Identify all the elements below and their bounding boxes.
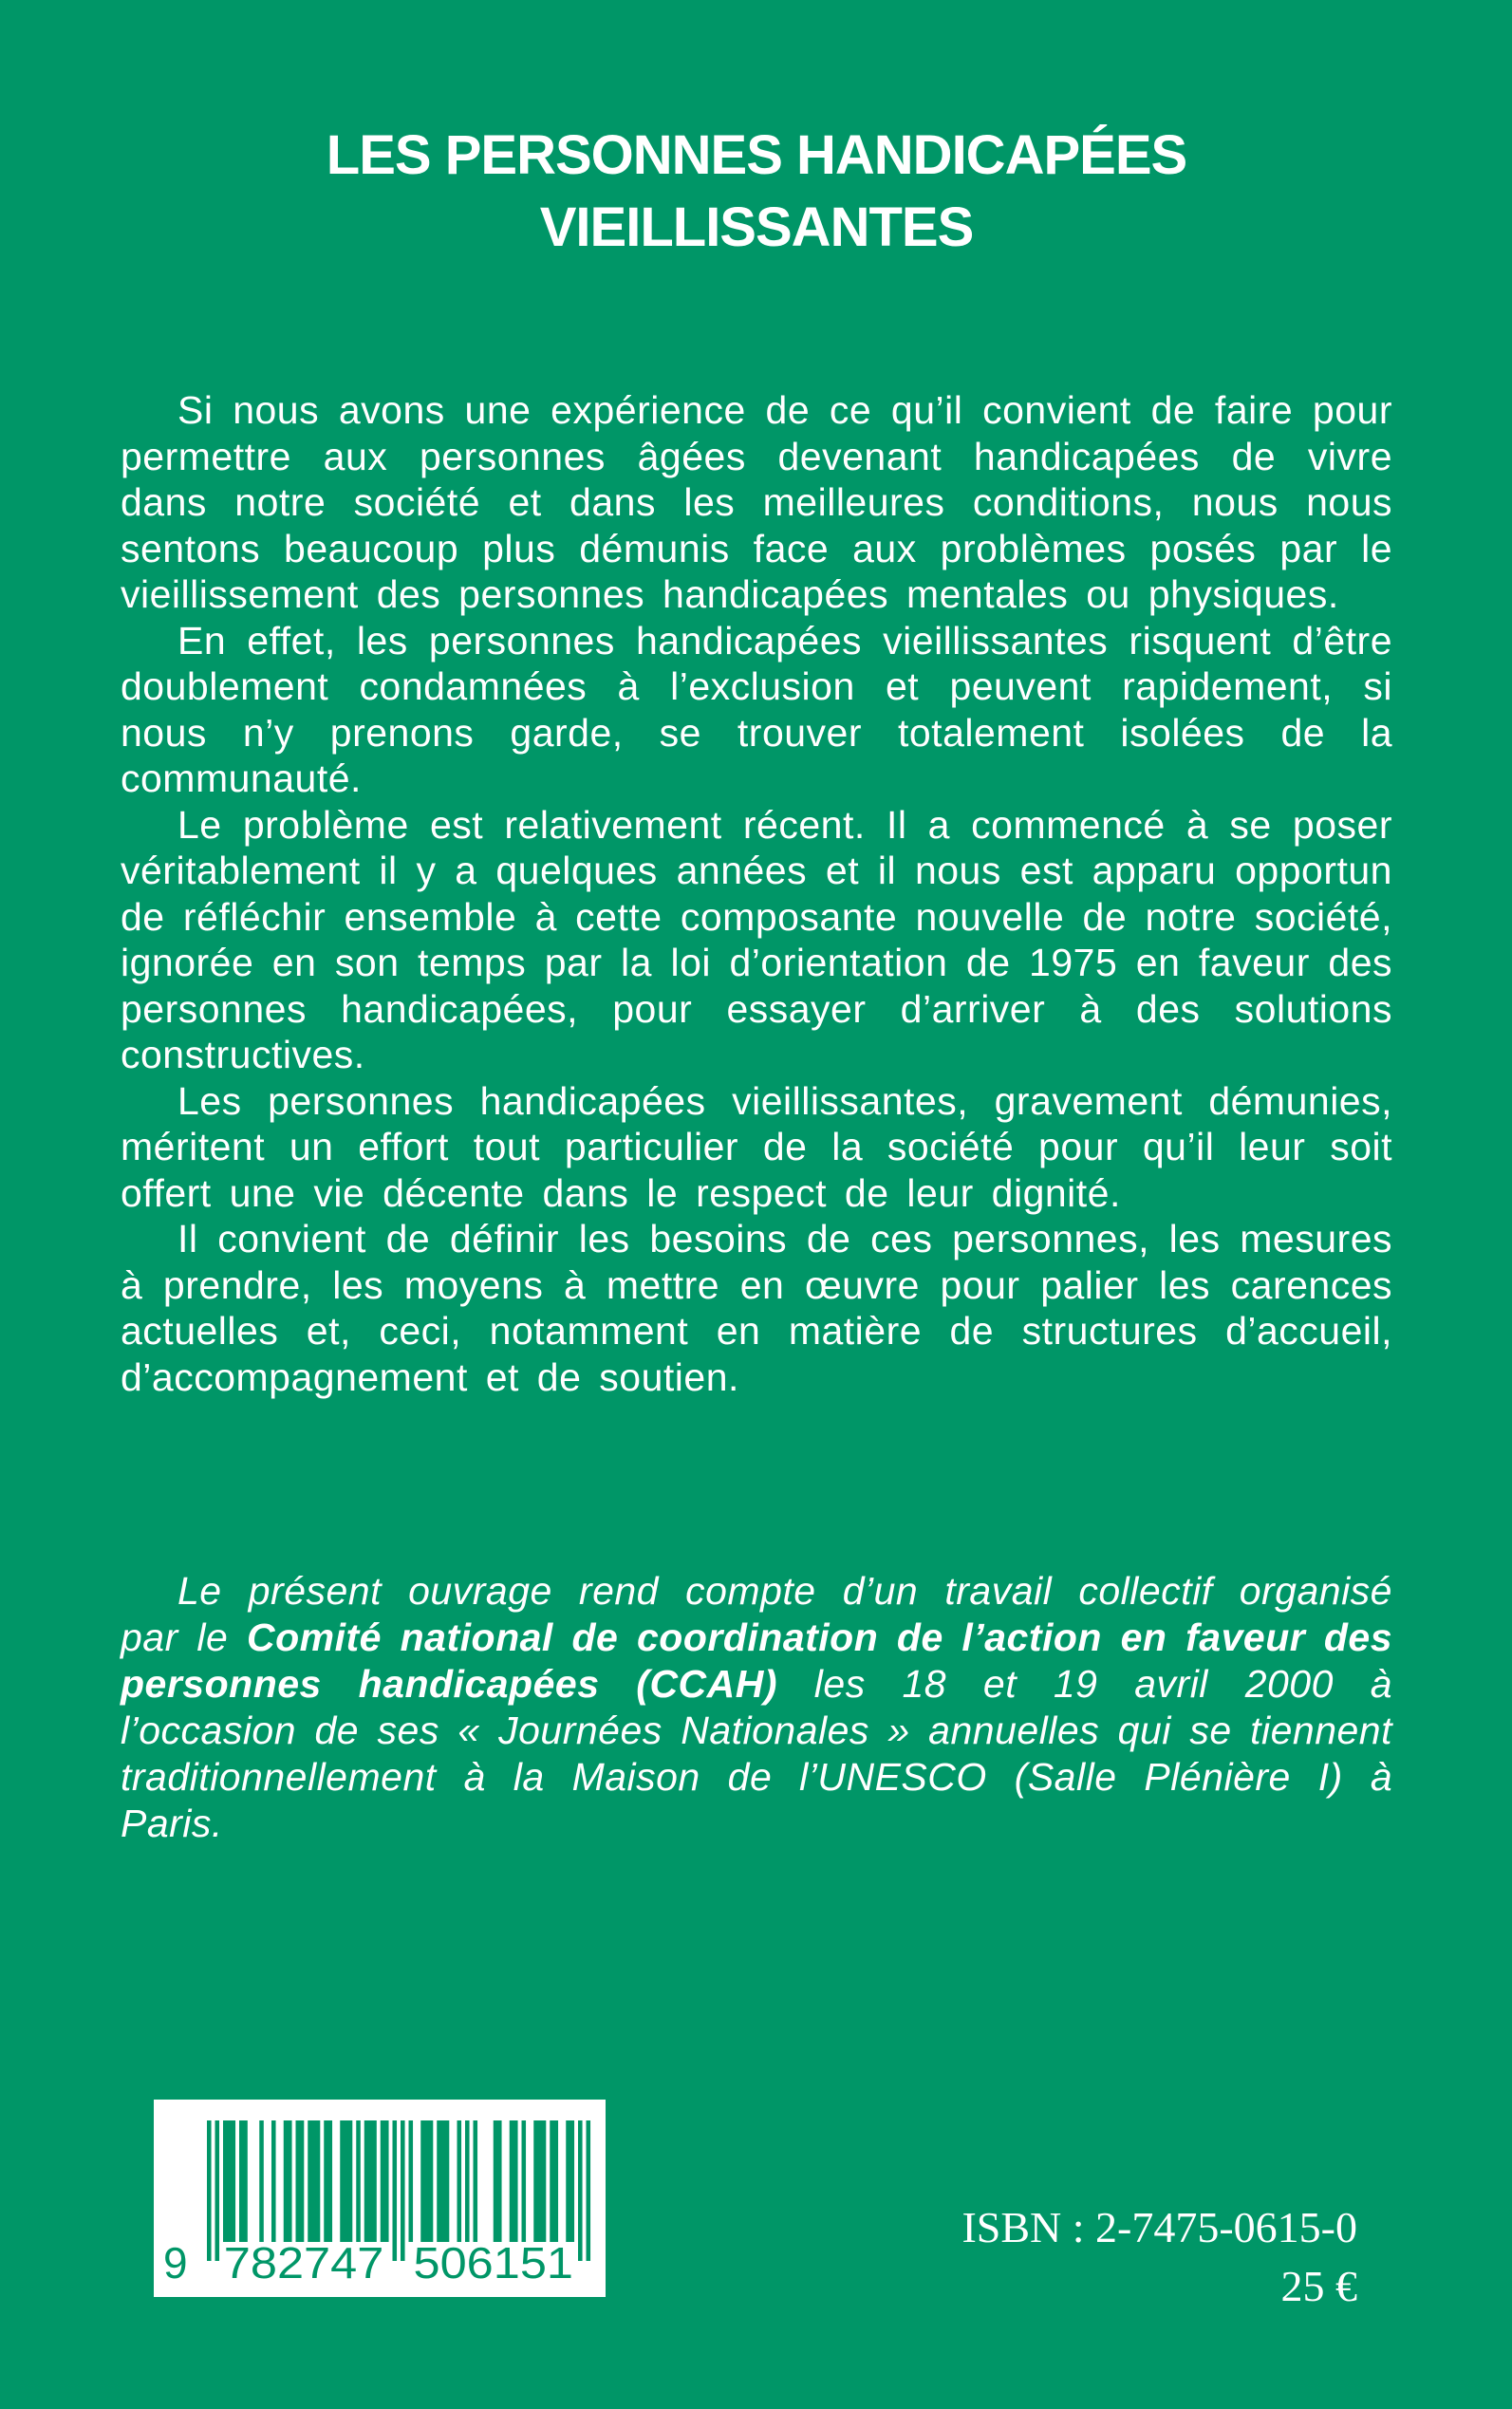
footer-right-block (961, 2198, 1357, 2316)
colophon-paragraph (121, 1568, 1392, 1847)
colophon-text-bold: Comité national de coordination de l’action en faveur des personnes handicapées (CCAH) (121, 1615, 1393, 1706)
colophon-text-pre: Le présent ouvrage rend compte d’un travail collectif organisé par le (121, 1569, 1392, 1659)
isbn-text: ISBN : 2-7475-0615-0 (961, 2203, 1357, 2251)
svg-text:506151: 506151 (413, 2238, 573, 2288)
body-paragraph: Les personnes handicapées vieillissantes, gravement démunies, méritent un effort tout particulier de la société pour qu’il leur soit offert une vie décente dans le respect de leur dignité. (121, 1078, 1392, 1215)
page-title (121, 120, 1392, 264)
ean13-barcode (154, 2100, 606, 2297)
body-paragraph: En effet, les personnes handicapées vieillissantes risquent d’être doublement condamnées à l’exclusion et peuvent rapidement, si nous n’y prenons garde, se trouver totalement isolées de la communauté. (121, 618, 1392, 800)
colophon-text-post: les 18 et 19 avril 2000 à l’occasion de ses « Journées Nationales » annuelles qui se tiennent traditionnellement à la Maison de l’UNESCO (Salle Plénière I) à Paris. (121, 1662, 1392, 1845)
body-paragraph: Il convient de définir les besoins de ces personnes, les mesures à prendre, les moyens à mettre en œuvre pour palier les carences actuelles et, ceci, notamment en matière de structures d’accueil, d’accompagnement et de soutien. (121, 1217, 1392, 1399)
price-text: 25 € (1280, 2262, 1357, 2310)
svg-text:9: 9 (163, 2238, 188, 2288)
body-paragraph: Si nous avons une expérience de ce qu’il convient de faire pour permettre aux personnes âgées devenant handicapées de vivre dans notre société et dans les meilleures conditions, nous nous sentons beaucoup plus démunis face aux problèmes posés par le vieillissement des personnes handicapées mentales ou physiques. (121, 388, 1392, 616)
svg-text:782747: 782747 (223, 2238, 384, 2288)
title-line-1: LES PERSONNES HANDICAPÉES (326, 124, 1187, 186)
barcode-bars-and-digits (154, 2100, 606, 2297)
body-text-block (121, 387, 1392, 1400)
body-paragraph: Le problème est relativement récent. Il a commencé à se poser véritablement il y a quelques années et il nous est apparu opportun de réfléchir ensemble à cette composante nouvelle de notre société, ignorée en son temps par la loi d’orientation de 1975 en faveur des personnes handicapées, pour essayer d’arriver à des solutions constructives. (121, 802, 1392, 1076)
title-line-2: VIEILLISSANTES (539, 196, 974, 258)
